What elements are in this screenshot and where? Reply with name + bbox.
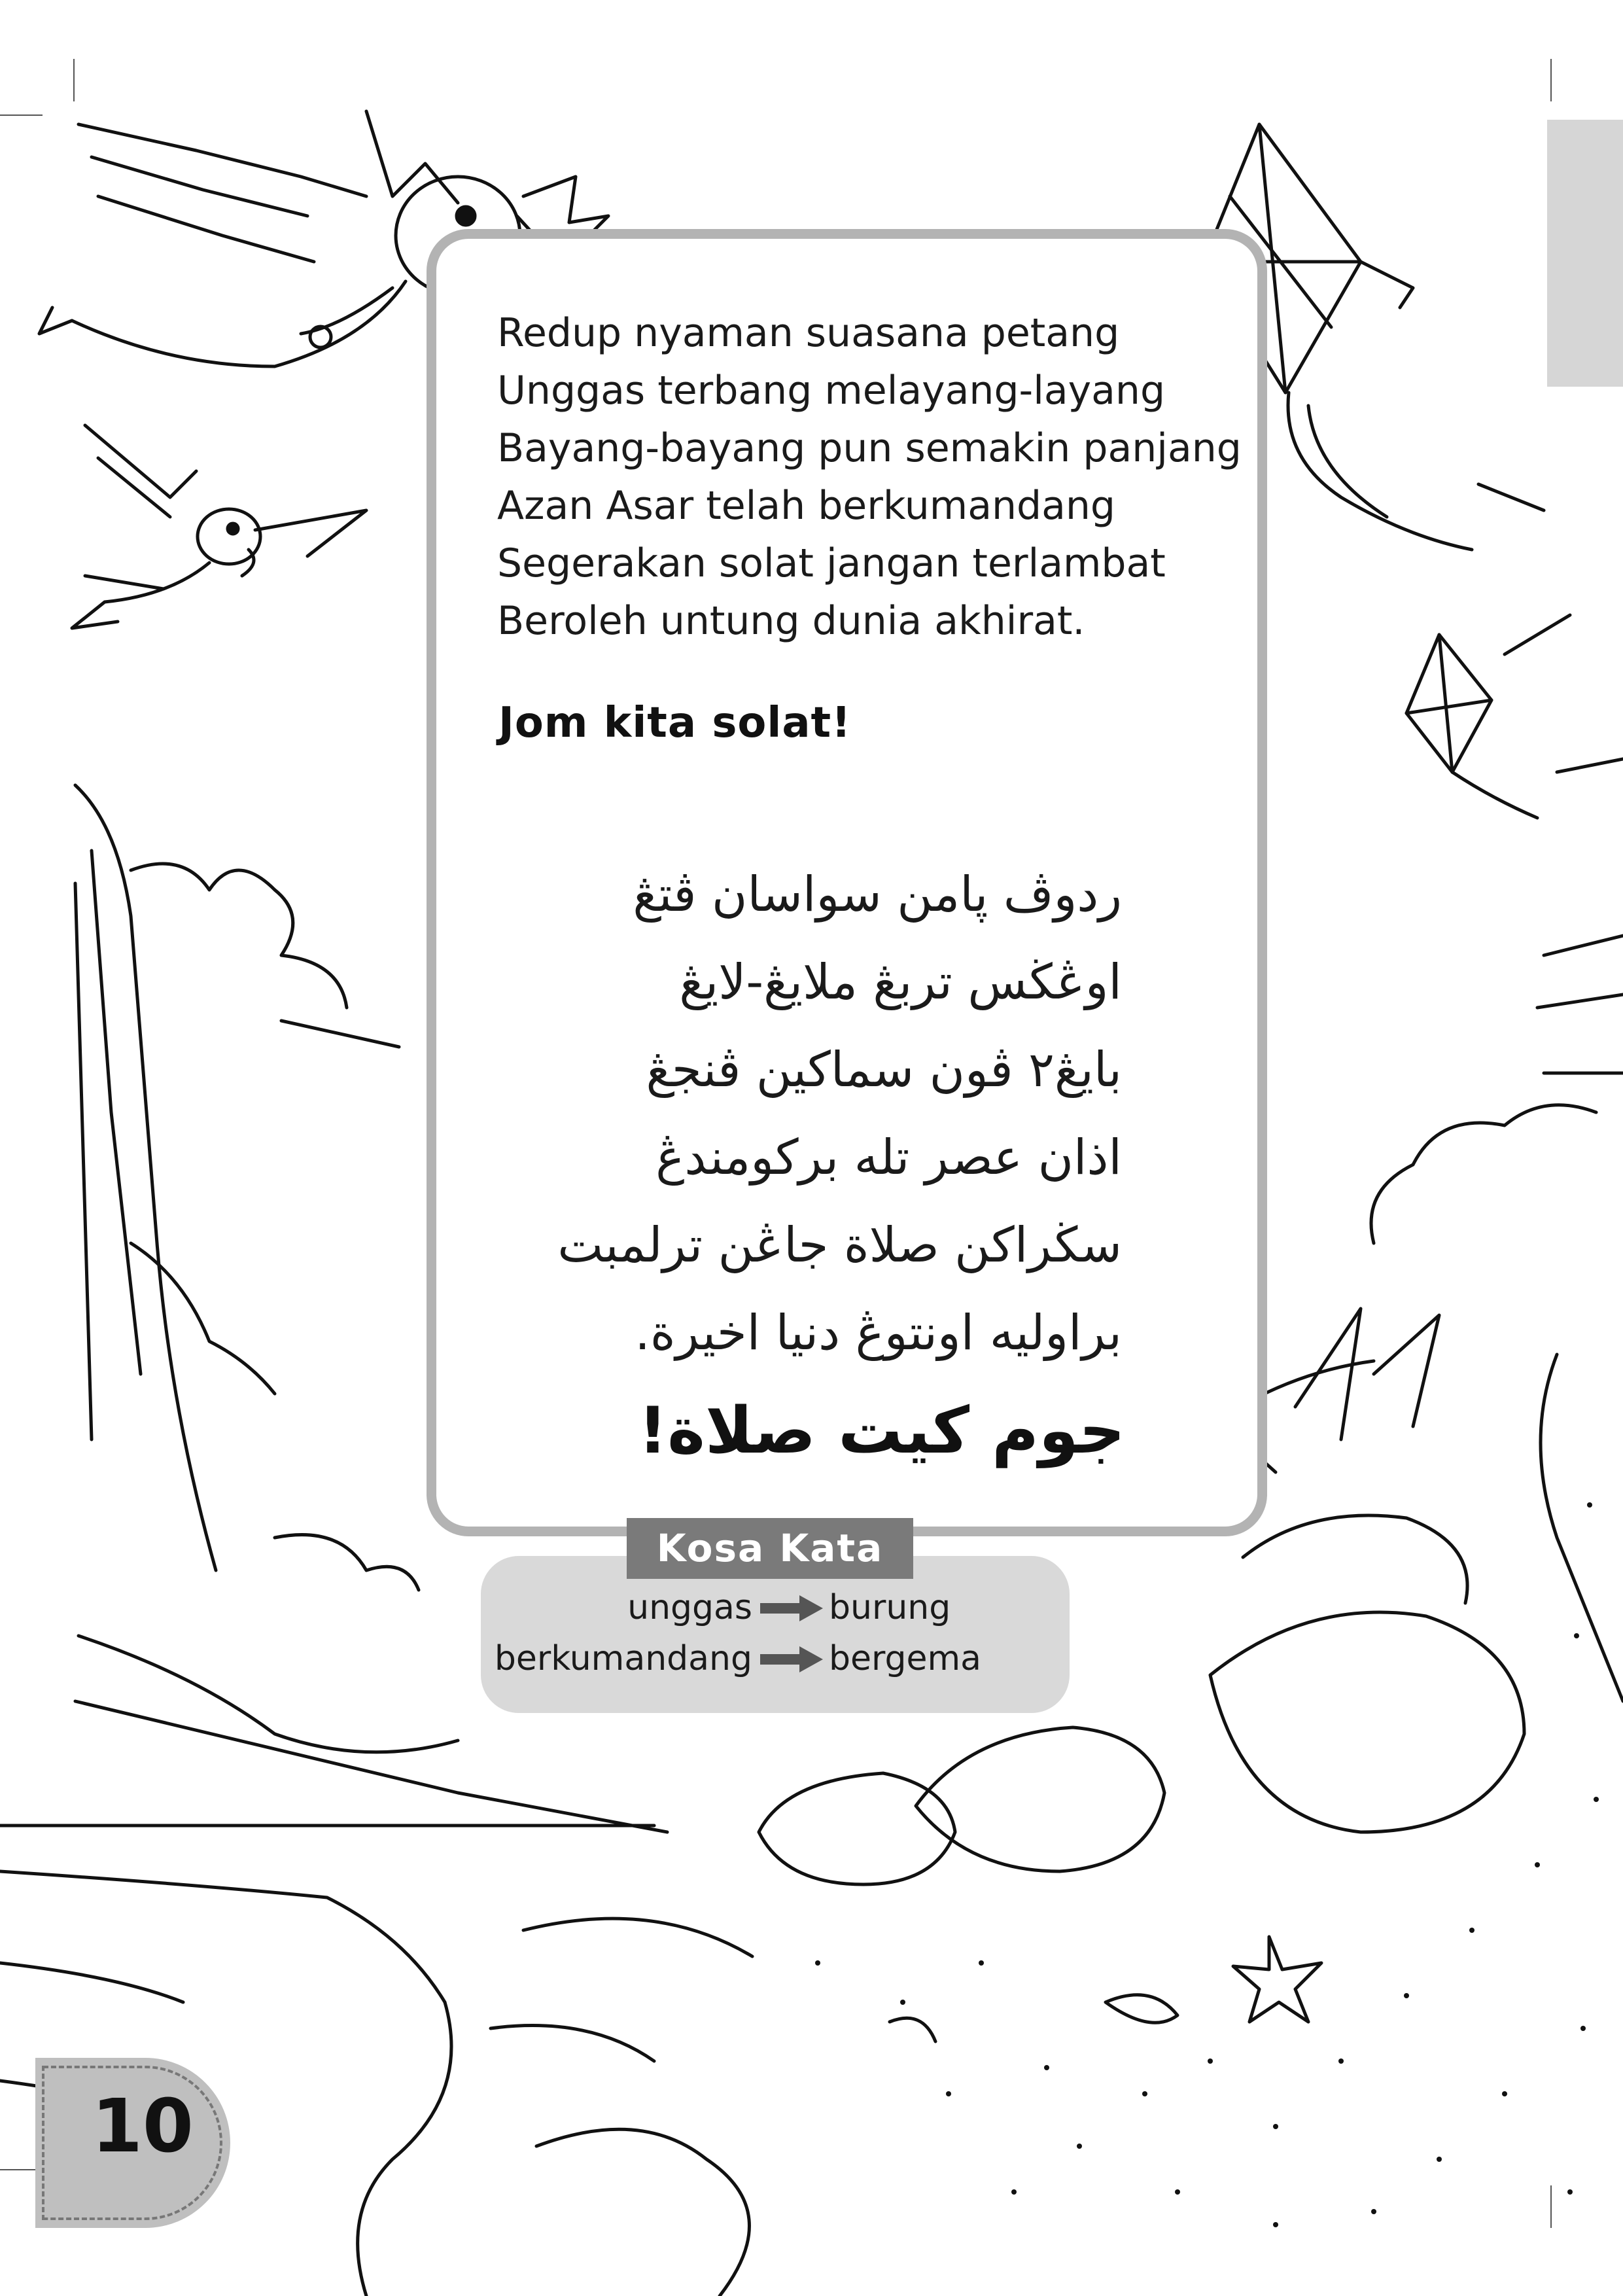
crop-mark [73,59,75,101]
page-number: 10 [92,2084,194,2169]
jawi-line: بايڠ٢ ڤون سماكين ڤنجڠ [646,1042,1122,1098]
cloud-illustration [1371,759,1623,1243]
poem-line: Unggas terbang melayang-layang [497,368,1166,414]
jawi-line: ردوڤ پامن سواسان ڤتڠ [633,866,1122,923]
vocabulary-entry [481,1585,1070,1631]
shell-illustration [890,1995,1178,2041]
poem-line: Segerakan solat jangan terlambat [497,540,1166,586]
jawi-line: اوڠڬس تربڠ ملايڠ-لايڠ [679,954,1122,1010]
crop-mark [1550,2185,1552,2228]
small-kite-illustration [1406,615,1570,818]
small-bird-illustration [72,425,366,628]
vocabulary-entry [481,1636,1070,1682]
vocabulary-word: berkumandang [494,1639,752,1678]
jawi-call-to-action: جوم كيت صلاة! [638,1394,1125,1468]
jawi-line: سڬراكن صلاة جاڠن ترلمبت [557,1217,1122,1273]
vocabulary-meaning: burung [829,1588,951,1627]
jawi-line: اذان عصر تله بركومندڠ [655,1129,1122,1186]
poem-rumi-lines [497,304,1256,650]
poem-line: Beroleh untung dunia akhirat. [497,598,1085,644]
arrow-right-icon [759,1645,824,1674]
call-to-action: Jom kita solat! [498,699,852,747]
crop-mark [0,115,43,116]
section-tab [1547,120,1623,387]
arrow-right-icon [759,1594,824,1623]
poem-line: Azan Asar telah berkumandang [497,483,1115,529]
vocabulary-box [481,1556,1070,1713]
starfish-illustration [1233,1937,1321,2022]
vocabulary-meaning: bergema [829,1639,981,1678]
crop-mark [1550,59,1552,101]
poem-jawi-lines [484,851,1122,1377]
poem-line: Bayang-bayang pun semakin panjang [497,425,1242,471]
vocabulary-title: Kosa Kata [627,1518,913,1579]
jawi-line: براوليه اونتوڠ دنيا اخيرة. [635,1305,1122,1361]
poem-line: Redup nyaman suasana petang [497,310,1120,356]
vocabulary-word: unggas [627,1588,752,1627]
